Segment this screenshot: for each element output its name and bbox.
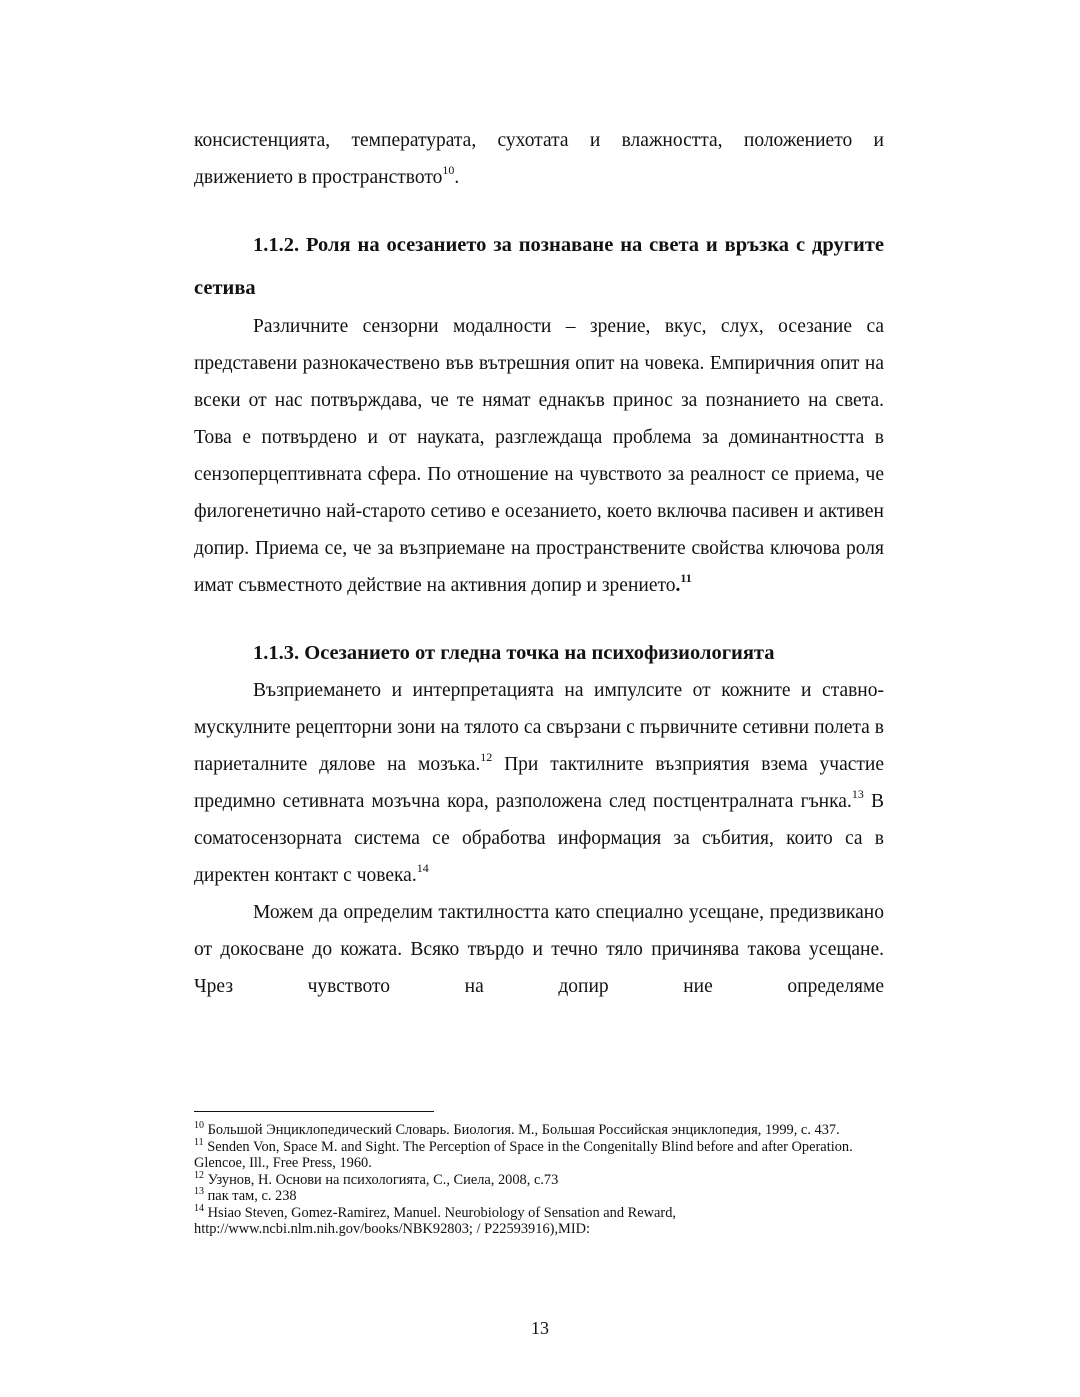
footnote-14: $^{14}$ Hsiao Steven, Gomez-Ramirez, Manuel. Neurobiology of Sensation and Reward,: [194, 1202, 676, 1221]
footnote-ref-13[interactable]: 13: [851, 787, 864, 801]
page-number: 13: [531, 1318, 549, 1338]
section-heading-1-1-2: 1.1.2. Роля на осезанието за познаване на света и връзка с другите сетива: [194, 234, 884, 299]
footnote-13: $^{13}$ пак там, с. 238: [194, 1186, 297, 1204]
footnote-ref-14[interactable]: 14: [416, 861, 429, 875]
footnote-12: $^{12}$ Узунов, Н. Основи на психологията, С., Сиела, 2008, с.73: [194, 1169, 559, 1188]
page-body: [194, 122, 884, 1005]
footnote-10: $^{10}$ Большой Энциклопедический Словарь. Биология. М., Большая Российская энциклопедия, 1999, с. 437.: [194, 1120, 840, 1138]
section-heading-1-1-3: 1.1.3. Осезанието от гледна точка на психофизиологията: [253, 642, 775, 664]
footnote-ref-10[interactable]: 10: [442, 163, 455, 177]
footnote-11: $^{11}$ Senden Von, Space M. and Sight. The Perception of Space in the Congenitally Blind before and after Operation. Glencoe, Ill., Free Press, 1960.: [194, 1136, 853, 1171]
paragraph-senses: Различните сензорни модалности – зрение, вкус, слух, осезание са представени разнокачествено във вътрешния опит на човека. Емпиричния опит на всеки от нас потвърждава, че те нямат еднакъв принос за познанието на света. Това е потвърдено и от науката, разглеждаща проблема за доминантността в сензоперцептивната сфера. По отношение на чувството за реалност се приема, че филогенетично най-старото сетиво е осезанието, което включва пасивен и активен допир. Приема се, че за възприемане на пространствените свойства ключова роля имат съвместното действие на активния допир и зрението.$^{11}$: [194, 316, 884, 596]
footnote-separator: [194, 1111, 434, 1112]
footnote-ref-11[interactable]: 11: [680, 571, 692, 585]
footnote-ref-12[interactable]: 12: [480, 750, 493, 764]
paragraph-tactility: Можем да определим тактилността като специално усещане, предизвикано от докосване до кожата. Всяко твърдо и течно тяло причинява такова усещане. Чрез чувството на допир ние определяме: [194, 902, 884, 997]
footnotes: [194, 1122, 894, 1238]
paragraph-psychophysiology: Възприемането и интерпретацията на импулсите от кожните и ставно-мускулните рецепторни зони на тялото са свързани с първичните сетивни полета в париеталните дялове на мозъка.$^{12}$ При тактилните възприятия взема участие предимно сетивната мозъчна кора, разположена след постцентралната гънка.$^{13}$ В соматосензорната система се обработва информация за събития, които са в директен контакт с човека.$^{14}$: [194, 680, 885, 886]
footnote-14-link[interactable]: http://www.ncbi.nlm.nih.gov/books/NBK92803; / P22593916),MID:: [194, 1221, 591, 1237]
paragraph-continuation: консистенцията, температурата, сухотата и влажността, положението и движението в пространството$^{10}$.: [194, 130, 884, 188]
